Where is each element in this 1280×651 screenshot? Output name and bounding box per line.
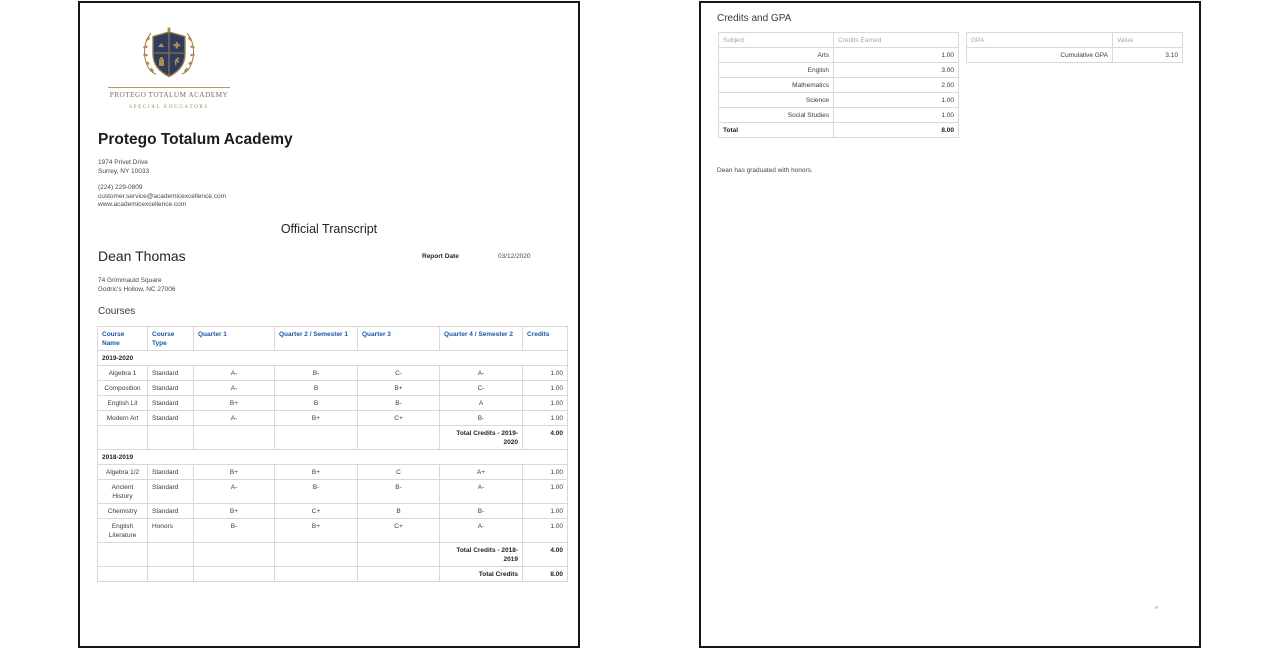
school-address xyxy=(98,159,149,176)
course-cell: 1.00 xyxy=(523,504,568,519)
empty-cell xyxy=(194,426,275,450)
transcript-page-1 xyxy=(78,1,580,648)
course-cell: A- xyxy=(194,411,275,426)
section-total-value: 4.00 xyxy=(523,543,568,567)
student-address xyxy=(98,277,175,294)
course-cell: B- xyxy=(358,480,440,504)
student-name: Dean Thomas xyxy=(98,248,186,264)
school-phone: (224) 229-0809 xyxy=(98,184,143,191)
year-label: 2019-2020 xyxy=(98,351,568,366)
grand-total-row xyxy=(98,567,568,582)
course-cell: C- xyxy=(358,366,440,381)
course-cell: B+ xyxy=(275,465,358,480)
courses-header-2: Quarter 1 xyxy=(194,327,275,351)
course-cell: C xyxy=(358,465,440,480)
empty-cell xyxy=(98,543,148,567)
empty-cell xyxy=(275,567,358,582)
empty-cell xyxy=(358,567,440,582)
courses-header-5: Quarter 4 / Semester 2 xyxy=(440,327,523,351)
course-cell: 1.00 xyxy=(523,381,568,396)
credits-table-row xyxy=(719,48,959,63)
course-row xyxy=(98,519,568,543)
course-cell: Composition xyxy=(98,381,148,396)
grand-total-label: Total Credits xyxy=(440,567,523,582)
school-contact xyxy=(98,184,226,210)
school-address-line2: Surrey, NY 10033 xyxy=(98,167,150,175)
course-cell: Algebra 1/2 xyxy=(98,465,148,480)
course-cell: B+ xyxy=(275,411,358,426)
logo-wordmark: PROTEGO TOTALUM ACADEMY xyxy=(108,87,230,99)
course-cell: Standard xyxy=(148,480,194,504)
gpa-table xyxy=(966,32,1183,63)
courses-header-4: Quarter 3 xyxy=(358,327,440,351)
school-logo xyxy=(108,27,230,110)
credits-table-value: 1.00 xyxy=(834,93,959,108)
student-address-line1: 74 Grimmauld Square xyxy=(98,277,162,284)
course-cell: English Lit xyxy=(98,396,148,411)
report-date-value: 03/12/2020 xyxy=(498,253,531,260)
course-row xyxy=(98,465,568,480)
section-total-label: Total Credits - 2019-2020 xyxy=(440,426,523,450)
transcript-page-2 xyxy=(699,1,1201,648)
course-cell: Standard xyxy=(148,465,194,480)
course-cell: A- xyxy=(194,480,275,504)
course-row xyxy=(98,504,568,519)
section-total-row xyxy=(98,426,568,450)
course-cell: Chemistry xyxy=(98,504,148,519)
course-cell: A+ xyxy=(440,465,523,480)
credits-table-label: Mathematics xyxy=(719,78,834,93)
school-website: www.academicexcellence.com xyxy=(98,201,187,209)
course-row xyxy=(98,381,568,396)
school-email: customer.service@academicexcellence.com xyxy=(98,192,226,200)
credits-table-header-row xyxy=(719,33,959,48)
school-name: Protego Totalum Academy xyxy=(98,131,293,148)
credits-table-row xyxy=(719,108,959,123)
courses-header-row xyxy=(98,327,568,351)
course-cell: Standard xyxy=(148,381,194,396)
course-cell: B+ xyxy=(275,519,358,543)
course-cell: Standard xyxy=(148,411,194,426)
empty-cell xyxy=(275,543,358,567)
course-cell: 1.00 xyxy=(523,366,568,381)
year-label: 2018-2019 xyxy=(98,450,568,465)
year-row xyxy=(98,450,568,465)
course-row xyxy=(98,366,568,381)
empty-cell xyxy=(275,426,358,450)
credits-table-total-row xyxy=(719,123,959,138)
course-cell: 1.00 xyxy=(523,411,568,426)
empty-cell xyxy=(98,567,148,582)
course-cell: C- xyxy=(440,381,523,396)
course-cell: C+ xyxy=(358,411,440,426)
gpa-table-wrap xyxy=(966,32,1183,63)
course-cell: Honors xyxy=(148,519,194,543)
empty-cell xyxy=(358,426,440,450)
course-cell: A- xyxy=(440,519,523,543)
empty-cell xyxy=(194,543,275,567)
empty-cell xyxy=(148,567,194,582)
credits-table-value: 1.00 xyxy=(834,48,959,63)
credits-table-label: Social Studies xyxy=(719,108,834,123)
credits-table-header-1: Credits Earned xyxy=(834,33,959,48)
course-cell: B+ xyxy=(358,381,440,396)
school-address-line1: 1974 Privet Drive xyxy=(98,159,148,166)
grand-total-value: 8.00 xyxy=(523,567,568,582)
course-cell: A- xyxy=(440,366,523,381)
credits-table-total-label: Total xyxy=(719,123,834,138)
course-cell: Ancient History xyxy=(98,480,148,504)
course-cell: C+ xyxy=(358,519,440,543)
credits-table-label: Arts xyxy=(719,48,834,63)
gpa-table-label: Cumulative GPA xyxy=(967,48,1113,63)
document-title: Official Transcript xyxy=(280,222,378,236)
course-cell: A- xyxy=(440,480,523,504)
year-row xyxy=(98,351,568,366)
school-crest-icon xyxy=(139,27,199,79)
course-cell: Standard xyxy=(148,396,194,411)
course-cell: B+ xyxy=(194,465,275,480)
credits-table xyxy=(718,32,959,138)
courses-table xyxy=(97,326,568,582)
gpa-table-value: 3.10 xyxy=(1113,48,1183,63)
page-artifact-dot xyxy=(1155,606,1158,609)
course-cell: B- xyxy=(194,519,275,543)
course-cell: A- xyxy=(194,381,275,396)
courses-header-3: Quarter 2 / Semester 1 xyxy=(275,327,358,351)
course-cell: C+ xyxy=(275,504,358,519)
courses-header-1: Course Type xyxy=(148,327,194,351)
empty-cell xyxy=(358,543,440,567)
credits-table-value: 1.00 xyxy=(834,108,959,123)
graduation-note: Dean has graduated with honors. xyxy=(717,167,813,174)
course-cell: 1.00 xyxy=(523,519,568,543)
course-cell: B- xyxy=(440,504,523,519)
report-date-label: Report Date xyxy=(422,253,459,260)
courses-table-wrap xyxy=(97,326,567,582)
empty-cell xyxy=(148,543,194,567)
course-cell: Algebra 1 xyxy=(98,366,148,381)
gpa-table-header-0: GPA xyxy=(967,33,1113,48)
student-address-line2: Godric's Hollow, NC 27006 xyxy=(98,285,176,293)
empty-cell xyxy=(194,567,275,582)
course-cell: 1.00 xyxy=(523,465,568,480)
courses-heading: Courses xyxy=(98,306,136,317)
gpa-table-header-1: Value xyxy=(1113,33,1183,48)
course-cell: English Literature xyxy=(98,519,148,543)
gpa-table-row xyxy=(967,48,1183,63)
course-cell: B xyxy=(275,396,358,411)
course-cell: A- xyxy=(194,366,275,381)
credits-table-label: Science xyxy=(719,93,834,108)
course-cell: Modern Art xyxy=(98,411,148,426)
course-cell: 1.00 xyxy=(523,396,568,411)
course-cell: Standard xyxy=(148,504,194,519)
course-cell: B+ xyxy=(194,396,275,411)
logo-tagline: SPECIAL EDUCATORS xyxy=(129,104,209,110)
credits-table-header-0: Subject xyxy=(719,33,834,48)
section-total-label: Total Credits - 2018-2019 xyxy=(440,543,523,567)
course-cell: B- xyxy=(275,366,358,381)
course-row xyxy=(98,480,568,504)
credits-table-row xyxy=(719,78,959,93)
gpa-table-header-row xyxy=(967,33,1183,48)
credits-table-total-value: 8.00 xyxy=(834,123,959,138)
course-cell: 1.00 xyxy=(523,480,568,504)
credits-table-label: English xyxy=(719,63,834,78)
course-cell: B- xyxy=(440,411,523,426)
course-cell: B+ xyxy=(194,504,275,519)
credits-gpa-heading: Credits and GPA xyxy=(717,13,792,24)
courses-header-0: Course Name xyxy=(98,327,148,351)
empty-cell xyxy=(148,426,194,450)
course-cell: A xyxy=(440,396,523,411)
course-cell: B- xyxy=(358,396,440,411)
credits-table-row xyxy=(719,63,959,78)
credits-table-value: 3.00 xyxy=(834,63,959,78)
course-cell: B xyxy=(275,381,358,396)
section-total-row xyxy=(98,543,568,567)
empty-cell xyxy=(98,426,148,450)
credits-table-value: 2.00 xyxy=(834,78,959,93)
course-cell: Standard xyxy=(148,366,194,381)
course-cell: B xyxy=(358,504,440,519)
section-total-value: 4.00 xyxy=(523,426,568,450)
courses-header-6: Credits xyxy=(523,327,568,351)
credits-table-row xyxy=(719,93,959,108)
course-row xyxy=(98,411,568,426)
course-row xyxy=(98,396,568,411)
credits-table-wrap xyxy=(718,32,959,138)
course-cell: B- xyxy=(275,480,358,504)
